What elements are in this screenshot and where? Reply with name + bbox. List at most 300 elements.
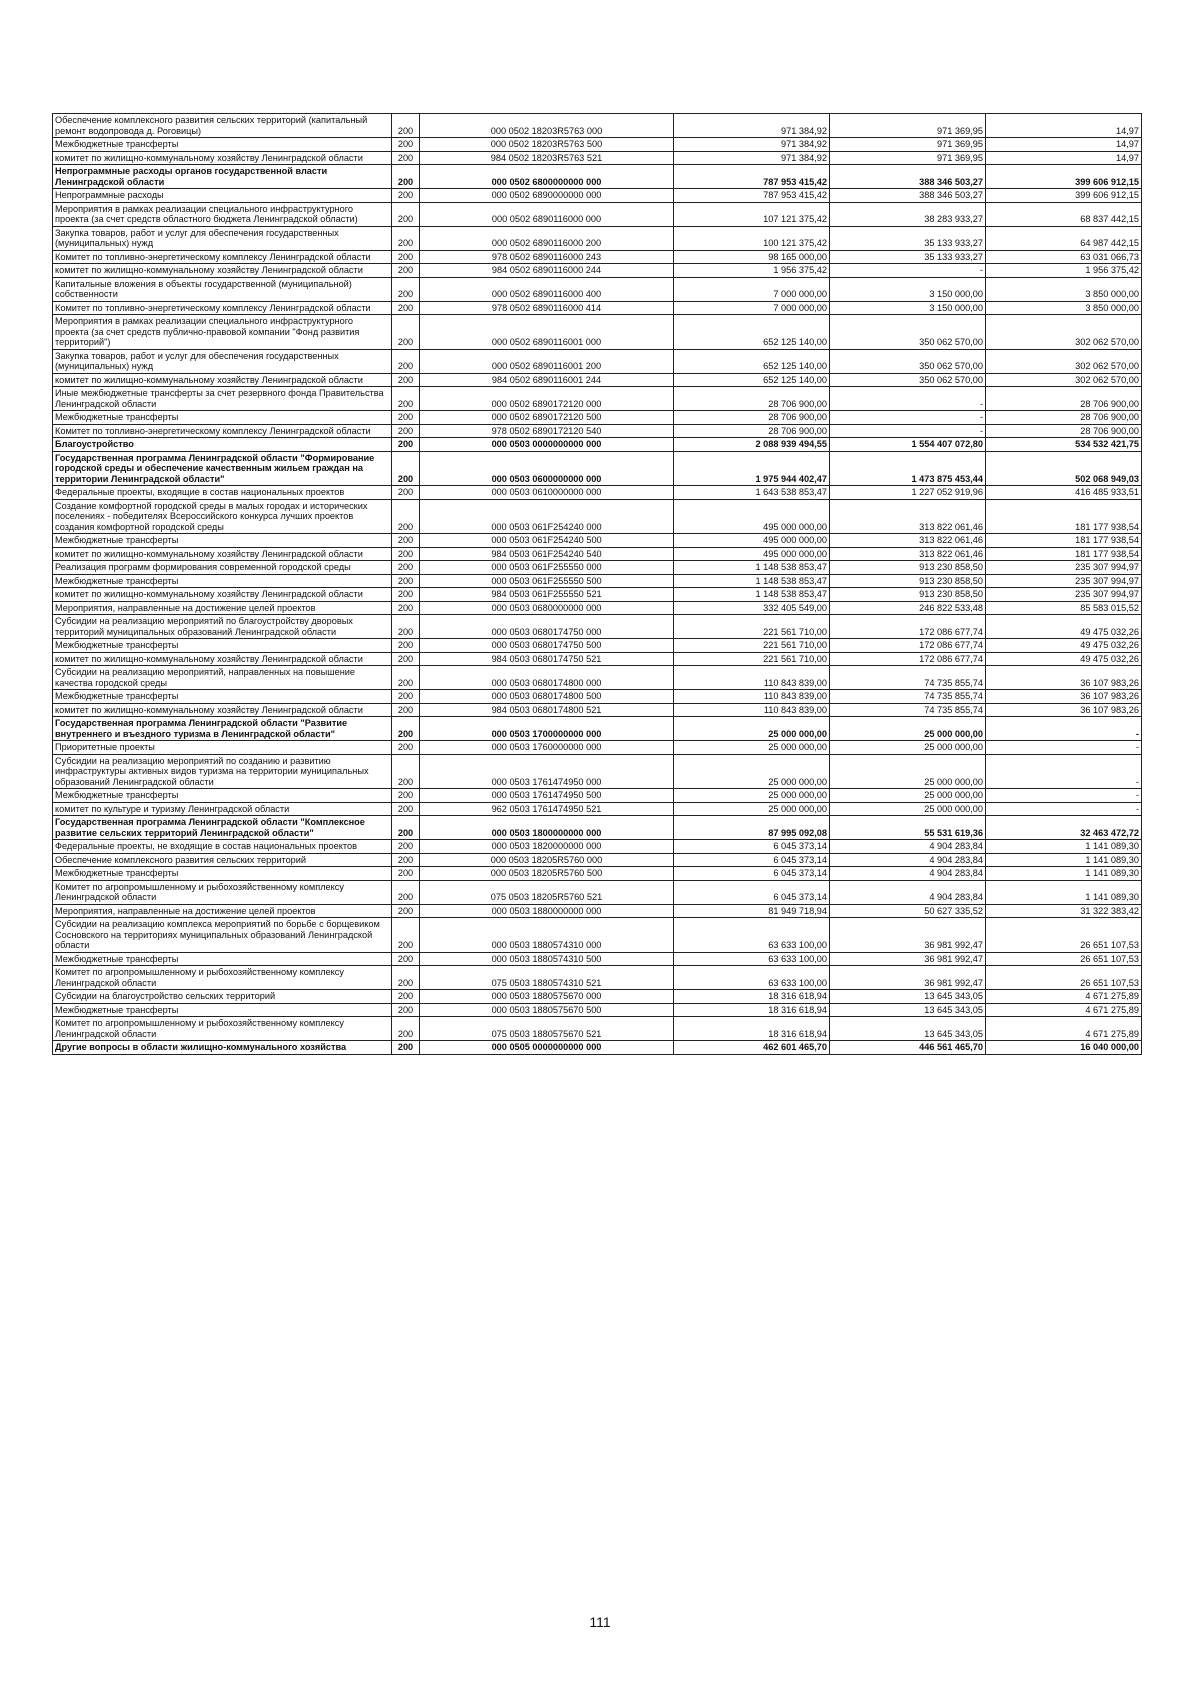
row-approved-cell: 25 000 000,00	[674, 789, 830, 803]
table-row	[53, 189, 1142, 203]
row-approved-cell: 28 706 900,00	[674, 424, 830, 438]
table-row	[53, 486, 1142, 500]
row-name-cell: Другие вопросы в области жилищно-коммунального хозяйства	[53, 1041, 392, 1055]
row-unexecuted-cell: 85 583 015,52	[986, 601, 1142, 615]
row-executed-cell: 36 981 992,47	[830, 952, 986, 966]
row-executed-cell: 13 645 343,05	[830, 990, 986, 1004]
row-unexecuted-cell: 68 837 442,15	[986, 202, 1142, 226]
row-name-cell: Мероприятия, направленные на достижение целей проектов	[53, 601, 392, 615]
row-code-cell: 200	[392, 588, 420, 602]
row-unexecuted-cell: 302 062 570,00	[986, 349, 1142, 373]
row-unexecuted-cell: 49 475 032,26	[986, 615, 1142, 639]
row-kbk-cell: 000 0503 1760000000 000	[420, 741, 674, 755]
row-unexecuted-cell: 63 031 066,73	[986, 250, 1142, 264]
row-executed-cell: 25 000 000,00	[830, 717, 986, 741]
row-name-cell: Субсидии на реализацию мероприятий по благоустройству дворовых территорий муниципальных образований Ленинградской области	[53, 615, 392, 639]
row-kbk-cell: 000 0502 6890116000 200	[420, 226, 674, 250]
row-code-cell: 200	[392, 114, 420, 138]
table-row	[53, 1003, 1142, 1017]
budget-sheet	[52, 113, 1142, 1055]
table-row	[53, 615, 1142, 639]
row-approved-cell: 332 405 549,00	[674, 601, 830, 615]
row-executed-cell: 4 904 283,84	[830, 840, 986, 854]
row-code-cell: 200	[392, 424, 420, 438]
row-code-cell: 200	[392, 990, 420, 1004]
row-approved-cell: 1 148 538 853,47	[674, 574, 830, 588]
row-name-cell: Реализация программ формирования современной городской среды	[53, 561, 392, 575]
row-name-cell: Государственная программа Ленинградской области "Развитие внутреннего и въездного туризма в Ленинградской области"	[53, 717, 392, 741]
table-row	[53, 588, 1142, 602]
row-kbk-cell: 984 0503 0680174750 521	[420, 652, 674, 666]
row-executed-cell: 4 904 283,84	[830, 853, 986, 867]
row-executed-cell: 350 062 570,00	[830, 373, 986, 387]
row-name-cell: Межбюджетные трансферты	[53, 534, 392, 548]
row-unexecuted-cell: 28 706 900,00	[986, 411, 1142, 425]
row-executed-cell: 350 062 570,00	[830, 349, 986, 373]
row-executed-cell: 1 227 052 919,96	[830, 486, 986, 500]
row-executed-cell: -	[830, 411, 986, 425]
row-approved-cell: 87 995 092,08	[674, 816, 830, 840]
row-name-cell: Иные межбюджетные трансферты за счет резервного фонда Правительства Ленинградской области	[53, 387, 392, 411]
row-code-cell: 200	[392, 966, 420, 990]
table-row	[53, 690, 1142, 704]
row-kbk-cell: 000 0503 0000000000 000	[420, 438, 674, 452]
row-executed-cell: 36 981 992,47	[830, 918, 986, 953]
table-row	[53, 789, 1142, 803]
row-kbk-cell: 000 0503 0680000000 000	[420, 601, 674, 615]
row-code-cell: 200	[392, 561, 420, 575]
row-executed-cell: 350 062 570,00	[830, 315, 986, 350]
row-unexecuted-cell: 64 987 442,15	[986, 226, 1142, 250]
budget-table-body	[53, 114, 1142, 1055]
row-unexecuted-cell: 32 463 472,72	[986, 816, 1142, 840]
row-code-cell: 200	[392, 1041, 420, 1055]
row-approved-cell: 652 125 140,00	[674, 373, 830, 387]
table-row	[53, 918, 1142, 953]
row-code-cell: 200	[392, 952, 420, 966]
table-row	[53, 904, 1142, 918]
row-unexecuted-cell: 14,97	[986, 114, 1142, 138]
row-kbk-cell: 000 0502 6890000000 000	[420, 189, 674, 203]
row-unexecuted-cell: 399 606 912,15	[986, 165, 1142, 189]
table-row	[53, 990, 1142, 1004]
row-executed-cell: 25 000 000,00	[830, 789, 986, 803]
row-code-cell: 200	[392, 601, 420, 615]
row-name-cell: Создание комфортной городской среды в малых городах и исторических поселениях - победителях Всероссийского конкурса лучших проектов создания комфортной городской среды	[53, 499, 392, 534]
row-code-cell: 200	[392, 547, 420, 561]
table-row	[53, 534, 1142, 548]
row-kbk-cell: 000 0503 1800000000 000	[420, 816, 674, 840]
row-approved-cell: 971 384,92	[674, 151, 830, 165]
row-executed-cell: 3 150 000,00	[830, 277, 986, 301]
page-number: 111	[589, 1614, 611, 1630]
table-row	[53, 966, 1142, 990]
row-unexecuted-cell: 28 706 900,00	[986, 387, 1142, 411]
row-unexecuted-cell: 235 307 994,97	[986, 588, 1142, 602]
row-approved-cell: 971 384,92	[674, 114, 830, 138]
table-row	[53, 754, 1142, 789]
row-unexecuted-cell: 3 850 000,00	[986, 301, 1142, 315]
table-row	[53, 880, 1142, 904]
row-executed-cell: 388 346 503,27	[830, 189, 986, 203]
table-row	[53, 250, 1142, 264]
row-name-cell: комитет по жилищно-коммунальному хозяйству Ленинградской области	[53, 547, 392, 561]
row-code-cell: 200	[392, 151, 420, 165]
table-row	[53, 438, 1142, 452]
row-kbk-cell: 000 0502 18203R5763 500	[420, 138, 674, 152]
row-kbk-cell: 000 0503 1880574310 500	[420, 952, 674, 966]
row-approved-cell: 6 045 373,14	[674, 840, 830, 854]
row-approved-cell: 6 045 373,14	[674, 867, 830, 881]
row-unexecuted-cell: 14,97	[986, 138, 1142, 152]
row-code-cell: 200	[392, 411, 420, 425]
row-name-cell: Межбюджетные трансферты	[53, 639, 392, 653]
row-kbk-cell: 984 0502 6890116000 244	[420, 264, 674, 278]
row-code-cell: 200	[392, 226, 420, 250]
row-unexecuted-cell: 235 307 994,97	[986, 574, 1142, 588]
row-unexecuted-cell: -	[986, 789, 1142, 803]
table-row	[53, 315, 1142, 350]
table-row	[53, 387, 1142, 411]
row-unexecuted-cell: 14,97	[986, 151, 1142, 165]
row-name-cell: Федеральные проекты, входящие в состав национальных проектов	[53, 486, 392, 500]
row-kbk-cell: 000 0502 6800000000 000	[420, 165, 674, 189]
row-unexecuted-cell: 26 651 107,53	[986, 918, 1142, 953]
row-kbk-cell: 000 0502 6890172120 500	[420, 411, 674, 425]
row-name-cell: Межбюджетные трансферты	[53, 690, 392, 704]
table-row	[53, 741, 1142, 755]
row-approved-cell: 98 165 000,00	[674, 250, 830, 264]
row-kbk-cell: 984 0502 6890116001 244	[420, 373, 674, 387]
row-name-cell: комитет по жилищно-коммунальному хозяйству Ленинградской области	[53, 373, 392, 387]
row-name-cell: Благоустройство	[53, 438, 392, 452]
row-executed-cell: -	[830, 424, 986, 438]
row-kbk-cell: 000 0503 1880574310 000	[420, 918, 674, 953]
row-name-cell: Обеспечение комплексного развития сельских территорий	[53, 853, 392, 867]
row-kbk-cell: 000 0503 1820000000 000	[420, 840, 674, 854]
row-name-cell: Комитет по топливно-энергетическому комплексу Ленинградской области	[53, 301, 392, 315]
table-row	[53, 652, 1142, 666]
table-row	[53, 601, 1142, 615]
row-unexecuted-cell: 26 651 107,53	[986, 966, 1142, 990]
row-name-cell: Непрограммные расходы	[53, 189, 392, 203]
table-row	[53, 451, 1142, 486]
row-code-cell: 200	[392, 652, 420, 666]
row-executed-cell: 1 554 407 072,80	[830, 438, 986, 452]
row-unexecuted-cell: 181 177 938,54	[986, 547, 1142, 561]
row-kbk-cell: 000 0502 18203R5763 000	[420, 114, 674, 138]
row-executed-cell: 313 822 061,46	[830, 534, 986, 548]
row-name-cell: Комитет по топливно-энергетическому комплексу Ленинградской области	[53, 424, 392, 438]
row-approved-cell: 25 000 000,00	[674, 754, 830, 789]
row-kbk-cell: 000 0502 6890116001 200	[420, 349, 674, 373]
row-code-cell: 200	[392, 202, 420, 226]
row-approved-cell: 6 045 373,14	[674, 880, 830, 904]
row-name-cell: Межбюджетные трансферты	[53, 1003, 392, 1017]
row-name-cell: Субсидии на реализацию мероприятий, направленных на повышение качества городской среды	[53, 666, 392, 690]
row-code-cell: 200	[392, 264, 420, 278]
row-unexecuted-cell: 36 107 983,26	[986, 703, 1142, 717]
row-approved-cell: 63 633 100,00	[674, 952, 830, 966]
row-executed-cell: 172 086 677,74	[830, 652, 986, 666]
row-name-cell: Межбюджетные трансферты	[53, 411, 392, 425]
row-approved-cell: 110 843 839,00	[674, 703, 830, 717]
row-kbk-cell: 000 0502 6890172120 000	[420, 387, 674, 411]
row-code-cell: 200	[392, 918, 420, 953]
row-code-cell: 200	[392, 717, 420, 741]
row-code-cell: 200	[392, 816, 420, 840]
table-row	[53, 226, 1142, 250]
row-kbk-cell: 000 0503 061F255550 500	[420, 574, 674, 588]
row-code-cell: 200	[392, 349, 420, 373]
row-approved-cell: 221 561 710,00	[674, 652, 830, 666]
row-executed-cell: 971 369,95	[830, 138, 986, 152]
row-approved-cell: 1 148 538 853,47	[674, 561, 830, 575]
row-code-cell: 200	[392, 387, 420, 411]
table-row	[53, 639, 1142, 653]
row-unexecuted-cell: -	[986, 741, 1142, 755]
table-row	[53, 165, 1142, 189]
row-unexecuted-cell: 181 177 938,54	[986, 499, 1142, 534]
row-approved-cell: 28 706 900,00	[674, 411, 830, 425]
row-name-cell: Закупка товаров, работ и услуг для обеспечения государственных (муниципальных) нужд	[53, 349, 392, 373]
row-approved-cell: 18 316 618,94	[674, 990, 830, 1004]
row-approved-cell: 1 148 538 853,47	[674, 588, 830, 602]
row-approved-cell: 787 953 415,42	[674, 189, 830, 203]
row-kbk-cell: 000 0503 1880575670 000	[420, 990, 674, 1004]
table-row	[53, 816, 1142, 840]
row-executed-cell: 913 230 858,50	[830, 561, 986, 575]
row-name-cell: комитет по жилищно-коммунальному хозяйству Ленинградской области	[53, 264, 392, 278]
row-code-cell: 200	[392, 499, 420, 534]
row-executed-cell: 971 369,95	[830, 151, 986, 165]
row-code-cell: 200	[392, 1003, 420, 1017]
row-kbk-cell: 000 0502 6890116000 000	[420, 202, 674, 226]
row-kbk-cell: 075 0503 18205R5760 521	[420, 880, 674, 904]
row-code-cell: 200	[392, 853, 420, 867]
row-executed-cell: 313 822 061,46	[830, 499, 986, 534]
row-unexecuted-cell: 502 068 949,03	[986, 451, 1142, 486]
row-name-cell: Комитет по агропромышленному и рыбохозяйственному комплексу Ленинградской области	[53, 880, 392, 904]
row-name-cell: Межбюджетные трансферты	[53, 952, 392, 966]
row-kbk-cell: 000 0503 061F255550 000	[420, 561, 674, 575]
table-row	[53, 138, 1142, 152]
row-executed-cell: 35 133 933,27	[830, 250, 986, 264]
row-kbk-cell: 000 0503 18205R5760 500	[420, 867, 674, 881]
row-unexecuted-cell: 4 671 275,89	[986, 1003, 1142, 1017]
row-kbk-cell: 000 0503 0680174800 000	[420, 666, 674, 690]
row-name-cell: Непрограммные расходы органов государственной власти Ленинградской области	[53, 165, 392, 189]
row-approved-cell: 1 643 538 853,47	[674, 486, 830, 500]
row-code-cell: 200	[392, 867, 420, 881]
row-name-cell: Комитет по агропромышленному и рыбохозяйственному комплексу Ленинградской области	[53, 966, 392, 990]
row-unexecuted-cell: 1 141 089,30	[986, 853, 1142, 867]
row-executed-cell: 971 369,95	[830, 114, 986, 138]
row-executed-cell: 25 000 000,00	[830, 802, 986, 816]
row-executed-cell: 38 283 933,27	[830, 202, 986, 226]
row-approved-cell: 63 633 100,00	[674, 918, 830, 953]
row-executed-cell: 246 822 533,48	[830, 601, 986, 615]
row-code-cell: 200	[392, 451, 420, 486]
row-name-cell: Мероприятия в рамках реализации специального инфраструктурного проекта (за счет средств областного бюджета Ленинградской области)	[53, 202, 392, 226]
table-row	[53, 574, 1142, 588]
table-row	[53, 151, 1142, 165]
row-code-cell: 200	[392, 741, 420, 755]
row-code-cell: 200	[392, 534, 420, 548]
row-name-cell: Субсидии на реализацию мероприятий по созданию и развитию инфраструктуры активных видов туризма на территории муниципальных образований Ленинградской области	[53, 754, 392, 789]
row-unexecuted-cell: 1 141 089,30	[986, 840, 1142, 854]
table-row	[53, 499, 1142, 534]
row-approved-cell: 107 121 375,42	[674, 202, 830, 226]
row-executed-cell: 172 086 677,74	[830, 615, 986, 639]
row-name-cell: комитет по жилищно-коммунальному хозяйству Ленинградской области	[53, 652, 392, 666]
row-code-cell: 200	[392, 615, 420, 639]
table-row	[53, 373, 1142, 387]
row-kbk-cell: 075 0503 1880575670 521	[420, 1017, 674, 1041]
row-name-cell: комитет по культуре и туризму Ленинградской области	[53, 802, 392, 816]
row-executed-cell: 4 904 283,84	[830, 880, 986, 904]
row-approved-cell: 7 000 000,00	[674, 301, 830, 315]
row-unexecuted-cell: 49 475 032,26	[986, 652, 1142, 666]
row-unexecuted-cell: 181 177 938,54	[986, 534, 1142, 548]
row-unexecuted-cell: 399 606 912,15	[986, 189, 1142, 203]
row-approved-cell: 652 125 140,00	[674, 315, 830, 350]
row-name-cell: Межбюджетные трансферты	[53, 138, 392, 152]
row-approved-cell: 787 953 415,42	[674, 165, 830, 189]
row-name-cell: Комитет по топливно-энергетическому комплексу Ленинградской области	[53, 250, 392, 264]
row-unexecuted-cell: -	[986, 717, 1142, 741]
table-row	[53, 952, 1142, 966]
row-code-cell: 200	[392, 189, 420, 203]
row-executed-cell: 13 645 343,05	[830, 1003, 986, 1017]
row-kbk-cell: 962 0503 1761474950 521	[420, 802, 674, 816]
row-approved-cell: 25 000 000,00	[674, 802, 830, 816]
row-approved-cell: 25 000 000,00	[674, 717, 830, 741]
row-kbk-cell: 984 0503 061F254240 540	[420, 547, 674, 561]
table-row	[53, 867, 1142, 881]
row-executed-cell: 388 346 503,27	[830, 165, 986, 189]
row-code-cell: 200	[392, 438, 420, 452]
table-row	[53, 114, 1142, 138]
row-code-cell: 200	[392, 703, 420, 717]
row-approved-cell: 63 633 100,00	[674, 966, 830, 990]
row-approved-cell: 6 045 373,14	[674, 853, 830, 867]
row-unexecuted-cell: 3 850 000,00	[986, 277, 1142, 301]
row-unexecuted-cell: 16 040 000,00	[986, 1041, 1142, 1055]
row-approved-cell: 110 843 839,00	[674, 690, 830, 704]
row-kbk-cell: 000 0503 1761474950 500	[420, 789, 674, 803]
table-row	[53, 301, 1142, 315]
row-code-cell: 200	[392, 250, 420, 264]
row-executed-cell: 913 230 858,50	[830, 574, 986, 588]
table-row	[53, 561, 1142, 575]
row-executed-cell: 3 150 000,00	[830, 301, 986, 315]
row-executed-cell: 1 473 875 453,44	[830, 451, 986, 486]
row-kbk-cell: 000 0505 0000000000 000	[420, 1041, 674, 1055]
row-kbk-cell: 984 0502 18203R5763 521	[420, 151, 674, 165]
row-kbk-cell: 000 0503 1700000000 000	[420, 717, 674, 741]
row-unexecuted-cell: 36 107 983,26	[986, 666, 1142, 690]
row-kbk-cell: 984 0503 0680174800 521	[420, 703, 674, 717]
row-approved-cell: 110 843 839,00	[674, 666, 830, 690]
table-row	[53, 1041, 1142, 1055]
row-name-cell: Государственная программа Ленинградской области "Комплексное развитие сельских территорий Ленинградской области"	[53, 816, 392, 840]
row-approved-cell: 1 975 944 402,47	[674, 451, 830, 486]
row-name-cell: Приоритетные проекты	[53, 741, 392, 755]
table-row	[53, 802, 1142, 816]
row-code-cell: 200	[392, 840, 420, 854]
table-row	[53, 840, 1142, 854]
row-kbk-cell: 000 0503 0680174750 000	[420, 615, 674, 639]
row-unexecuted-cell: 28 706 900,00	[986, 424, 1142, 438]
table-row	[53, 547, 1142, 561]
row-approved-cell: 652 125 140,00	[674, 349, 830, 373]
row-executed-cell: 172 086 677,74	[830, 639, 986, 653]
row-name-cell: Межбюджетные трансферты	[53, 789, 392, 803]
row-kbk-cell: 978 0502 6890172120 540	[420, 424, 674, 438]
row-executed-cell: 35 133 933,27	[830, 226, 986, 250]
row-code-cell: 200	[392, 301, 420, 315]
table-row	[53, 264, 1142, 278]
row-kbk-cell: 984 0503 061F255550 521	[420, 588, 674, 602]
row-unexecuted-cell: 302 062 570,00	[986, 315, 1142, 350]
row-unexecuted-cell: 302 062 570,00	[986, 373, 1142, 387]
row-executed-cell: -	[830, 264, 986, 278]
row-executed-cell: 74 735 855,74	[830, 703, 986, 717]
row-executed-cell: 74 735 855,74	[830, 666, 986, 690]
row-unexecuted-cell: 1 956 375,42	[986, 264, 1142, 278]
row-approved-cell: 18 316 618,94	[674, 1017, 830, 1041]
row-kbk-cell: 000 0502 6890116000 400	[420, 277, 674, 301]
row-executed-cell: 50 627 335,52	[830, 904, 986, 918]
row-approved-cell: 495 000 000,00	[674, 534, 830, 548]
row-kbk-cell: 000 0503 061F254240 500	[420, 534, 674, 548]
row-name-cell: Субсидии на благоустройство сельских территорий	[53, 990, 392, 1004]
row-unexecuted-cell: -	[986, 802, 1142, 816]
row-kbk-cell: 000 0503 1880000000 000	[420, 904, 674, 918]
table-row	[53, 717, 1142, 741]
row-executed-cell: 25 000 000,00	[830, 741, 986, 755]
table-row	[53, 424, 1142, 438]
table-row	[53, 202, 1142, 226]
row-executed-cell: 36 981 992,47	[830, 966, 986, 990]
row-code-cell: 200	[392, 574, 420, 588]
row-name-cell: Субсидии на реализацию комплекса мероприятий по борьбе с борщевиком Сосновского на территориях муниципальных образований Ленинградской области	[53, 918, 392, 953]
row-unexecuted-cell: 1 141 089,30	[986, 867, 1142, 881]
row-code-cell: 200	[392, 315, 420, 350]
row-code-cell: 200	[392, 754, 420, 789]
row-approved-cell: 495 000 000,00	[674, 499, 830, 534]
row-code-cell: 200	[392, 880, 420, 904]
row-kbk-cell: 000 0503 18205R5760 000	[420, 853, 674, 867]
row-unexecuted-cell: 4 671 275,89	[986, 990, 1142, 1004]
row-executed-cell: 4 904 283,84	[830, 867, 986, 881]
row-unexecuted-cell: 534 532 421,75	[986, 438, 1142, 452]
row-name-cell: комитет по жилищно-коммунальному хозяйству Ленинградской области	[53, 588, 392, 602]
row-name-cell: Обеспечение комплексного развития сельских территорий (капитальный ремонт водопровода д. Роговицы)	[53, 114, 392, 138]
row-unexecuted-cell: 416 485 933,51	[986, 486, 1142, 500]
row-name-cell: Мероприятия в рамках реализации специального инфраструктурного проекта (за счет средств публично-правовой компании "Фонд развития территорий")	[53, 315, 392, 350]
table-row	[53, 703, 1142, 717]
budget-table	[52, 113, 1142, 1055]
row-executed-cell: 55 531 619,36	[830, 816, 986, 840]
row-unexecuted-cell: 4 671 275,89	[986, 1017, 1142, 1041]
row-kbk-cell: 000 0503 0610000000 000	[420, 486, 674, 500]
row-kbk-cell: 000 0503 0600000000 000	[420, 451, 674, 486]
table-row	[53, 349, 1142, 373]
row-kbk-cell: 978 0502 6890116000 243	[420, 250, 674, 264]
row-kbk-cell: 075 0503 1880574310 521	[420, 966, 674, 990]
